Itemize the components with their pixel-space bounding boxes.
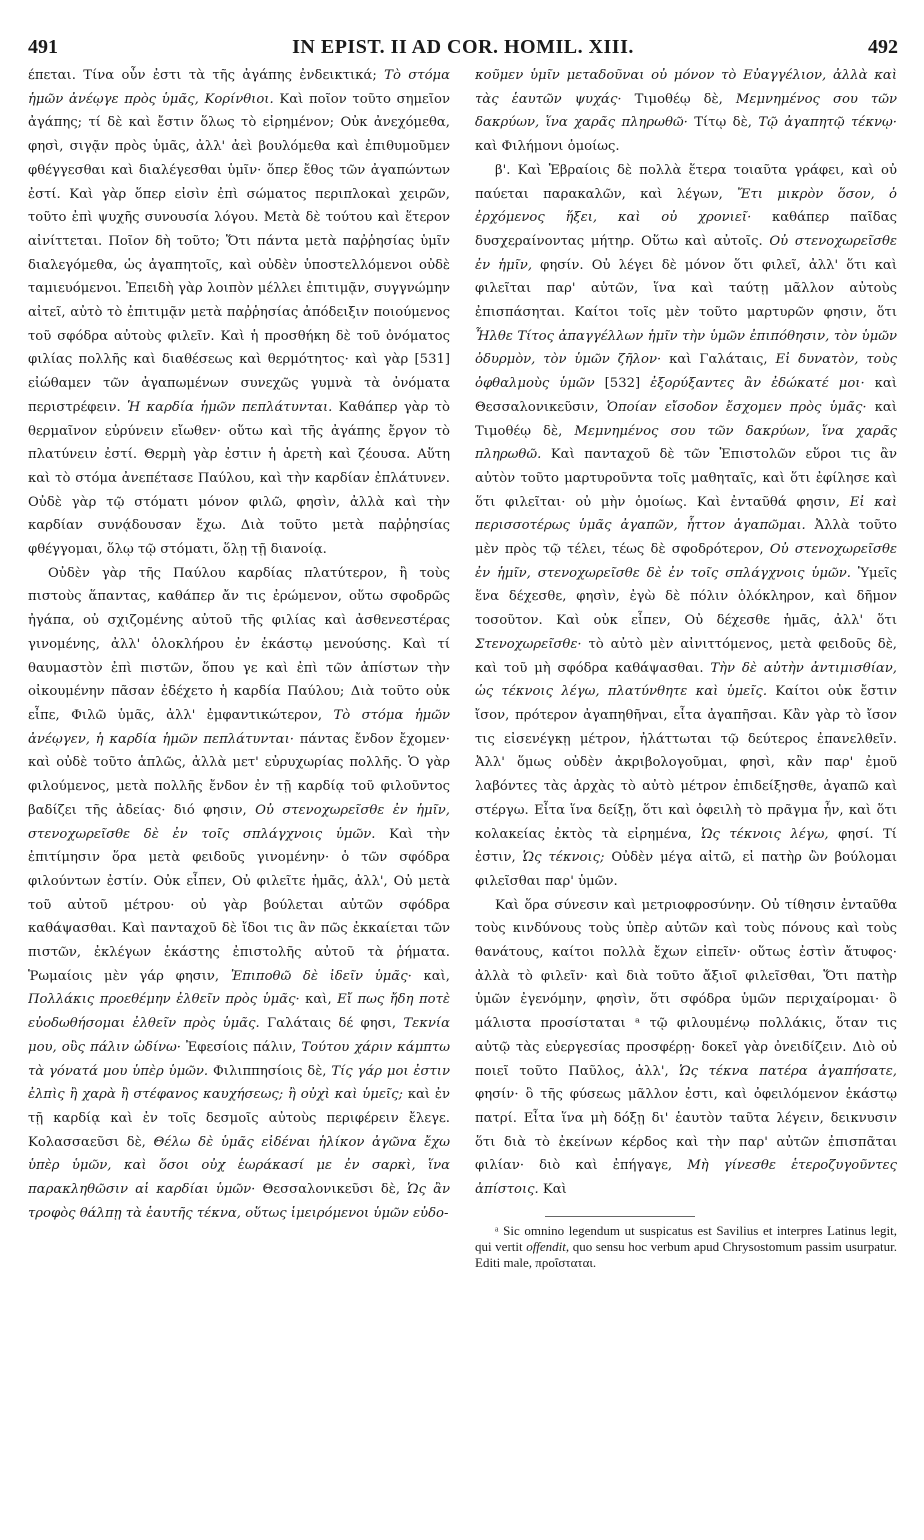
italic-quotation: ἐξορύξαντες ἂν ἐδώκατέ μοι· — [650, 376, 865, 392]
paragraph — [28, 64, 450, 562]
text-run: Καίτοι οὐκ ἔστιν ἴσον, πρότερον ἀγαπηθῆναι, εἶτα ἀγαπῆσαι. Κἂν γὰρ τὸ ἴσον τις εἰσενέγκῃ μέτρον, ἠλάττωται τῷ δεύτερος ἐπανελθεῖν. Ἀλλ' ὅμως οὐδὲν ἀκριβολογοῦμαι, φησὶ, κἂν παρ' ἐμοῦ λαβόντες τὰς ἀρχὰς τὸ αὐτὸ μέτρον ἐπιδείξησθε, ἀγαπῶ καὶ στέργω. Εἶτα ἵνα δείξῃ, ὅτι καὶ ὀφειλὴ τὸ πρᾶγμα ἦν, καὶ ὅτι κολακείας ἐκτὸς τὰ εἰρημένα, — [475, 684, 897, 842]
italic-quotation: Ἐπιποθῶ δὲ ἰδεῖν ὑμᾶς· — [230, 968, 412, 984]
italic-quotation: Ἡ καρδία ἡμῶν πεπλάτυνται. — [127, 399, 333, 415]
italic-quotation: Ὡς ἂν τροφὸς θάλπῃ τὰ ἑαυτῆς τέκνα, οὕτως ἱμειρόμενοι ὑμῶν εὐδο- — [28, 1182, 450, 1221]
italic-quotation: Μεμνημένος σου τῶν δακρύων, ἵνα χαρᾶς πληρωθῶ· — [475, 91, 897, 131]
text-run: Τίτῳ δὲ, — [687, 115, 759, 131]
text-run: Οὐδὲν γὰρ τῆς Παύλου καρδίας πλατύτερον, ἢ τοὺς πιστοὺς ἅπαντας, καθάπερ ἄν τις ἐρώμενον, οὕτω σφοδρῶς ἠγάπα, οὐ σχιζομένης αὐτοῦ τῆς φιλίας καὶ ἀσθενεστέρας γινομένης, ἀλλ' ὁλοκλήρου ἐν ἑκάστῳ μενούσης. Καὶ τί θαυμαστὸν ἐπὶ πιστῶν, ὅπου γε καὶ ἐπὶ τῶν ἀπίστων τὴν οἰκουμένην πᾶσαν ἐδέχετο ἡ καρδία Παύλου; Διὰ τοῦτο οὐκ εἶπε, Φιλῶ ὑμᾶς, ἀλλ' ἐμφαντικώτερον, — [28, 565, 450, 723]
text-run: Θεσσαλονικεῦσι δὲ, — [255, 1182, 408, 1198]
italic-quotation: Τὸ στόμα ἡμῶν ἀνέῳγεν, ἡ καρδία ἡμῶν πεπλάτυνται· — [28, 707, 450, 747]
text-run: Τιμοθέῳ δὲ, — [621, 91, 736, 107]
right-text-column — [475, 64, 897, 1534]
text-run: Ἀλλὰ τοῦτο μὲν πρὸς τῷ τέλει, τέως δὲ σφοδρότερον, — [475, 518, 897, 558]
text-run: [532] — [594, 376, 651, 392]
page-number-left: 491 — [28, 36, 58, 58]
italic-quotation: Τεκνία μου, οὓς πάλιν ὠδίνω· — [28, 1016, 450, 1055]
italic-quotation: κοῦμεν ὑμῖν μεταδοῦναι οὐ μόνον τὸ Εὐαγγέλιον, ἀλλὰ καὶ τὰς ἑαυτῶν ψυχάς· — [475, 68, 897, 107]
footnote-rule — [545, 1216, 695, 1217]
italic-quotation: Τὴν δὲ αὐτὴν ἀντιμισθίαν, ὡς τέκνοις λέγω, πλατύνθητε καὶ ὑμεῖς. — [475, 660, 897, 700]
running-head — [28, 36, 898, 64]
italic-quotation: Ὡς τέκνοις λέγω, — [701, 826, 829, 842]
paragraph — [475, 894, 897, 1202]
italic-quotation: Θέλω δὲ ὑμᾶς εἰδέναι ἡλίκον ἀγῶνα ἔχω ὑπὲρ ὑμῶν, καὶ ὅσοι οὐχ ἑωράκασί με ἐν σαρκὶ, ἵνα παρακληθῶσιν αἱ καρδίαι ὑμῶν· — [28, 1134, 450, 1198]
text-run: quo sensu hoc verbum apud Chrysostomum passim usurpatur. Editi male, προΐσταται. — [475, 1238, 897, 1270]
text-run: τὸ αὐτὸ μὲν αἰνιττόμενος, μετὰ φειδοῦς δὲ, καὶ τοῦ μὴ σφόδρα καθάψασθαι. — [475, 636, 897, 676]
text-run: φησίν· ὃ τῆς φύσεως μᾶλλον ἐστι, καὶ ὀφειλόμενον ἑκάστῳ πατρί. Εἶτα ἵνα μὴ δόξῃ δι' ἑαυτὸν ταῦτα λέγειν, δεικνυσιν ὅτι διὰ τὸ ἐκείνων κέρδος καὶ τὴν παρ' αὐτῶν ἐπισπᾶται φιλίαν· διὸ καὶ ἐπήγαγε, — [475, 1087, 897, 1174]
text-run: καθάπερ παῖδας δυσχεραίνοντας μήτηρ. Οὕτω καὶ αὐτοῖς. — [475, 210, 897, 249]
footnote — [475, 1223, 897, 1271]
italic-quotation: Ὡς τέκνοις; — [522, 850, 605, 866]
text-run: Οὐδὲν μέγα αἰτῶ, εἰ πατὴρ ὢν βούλομαι φιλεῖσθαι παρ' ὑμῶν. — [475, 850, 897, 889]
text-run: πάντας ἔνδον ἔχομεν· καὶ οὐδὲ τοῦτο ἁπλῶς, ἀλλὰ μετ' εὐρυχωρίας πολλῆς. Ὁ γὰρ φιλούμενος, μετὰ πολλῆς ἔνδον ἐν τῇ καρδίᾳ τοῦ φιλοῦντος βαδίζει τῆς ἀδείας· διό φησιν, — [28, 731, 450, 818]
text-run: καὶ, — [299, 992, 338, 1008]
italic-quotation: Τὸ στόμα ἡμῶν ἀνέῳγε πρὸς ὑμᾶς, Κορίνθιοι. — [28, 68, 450, 107]
italic-quotation: Μὴ γίνεσθε ἑτεροζυγοῦντες ἀπίστοις. — [475, 1158, 897, 1198]
italic-quotation: Τούτου χάριν κάμπτω τὰ γόνατά μου ὑπὲρ ὑμῶν. — [28, 1039, 450, 1079]
italic-quotation: Πολλάκις προεθέμην ἐλθεῖν πρὸς ὑμᾶς· — [28, 992, 300, 1008]
italic-quotation: Οὐ στενοχωρεῖσθε ἐν ἡμῖν, στενοχωρεῖσθε δὲ ἐν τοῖς σπλάγχνοις ὑμῶν. — [475, 542, 897, 581]
italic-quotation: Τῷ ἀγαπητῷ τέκνῳ· — [758, 115, 897, 131]
left-text-column — [28, 64, 450, 1534]
text-run: Καὶ ὅρα σύνεσιν καὶ μετριοφροσύνην. Οὐ τίθησιν ἐνταῦθα τοὺς κινδύνους τοὺς ὑπὲρ αὐτῶν καὶ τοὺς πόνους καὶ τοὺς θανάτους, καίτοι πολλὰ ἔχων εἰπεῖν· οὕτως ἐστὶν ἄτυφος· ἀλλὰ τὸ φιλεῖν· καὶ διὰ τοῦτο ἄξιοῖ φιλεῖσθαι, Ὅτι πατὴρ ὑμῶν ἐγενόμην, φησὶν, ὅτι σφόδρα ὑμῶν περιχαίρομαι· ὃ μάλιστα προσίσταται ᵃ τῷ φιλουμένῳ πολλάκις, ὅταν τις αὐτῷ τὰς εὐεργεσίας προσφέρῃ· δοκεῖ γὰρ ὀνειδίζειν. Διὸ οὐ ποιεῖ τοῦτο Παῦλος, ἀλλ', — [475, 897, 897, 1079]
text-run: έπεται. Τίνα οὖν ἐστι τὰ τῆς ἀγάπης ἐνδεικτικά; — [28, 68, 385, 83]
italic-quotation: Μεμνημένος σου τῶν δακρύων, ἵνα χαρᾶς πληρωθῶ. — [475, 423, 897, 463]
italic-quotation: Οὐ στενοχωρεῖσθε ἐν ἡμῖν, — [475, 233, 897, 273]
italic-quotation: Οὐ στενοχωρεῖσθε ἐν ἡμῖν, στενοχωρεῖσθε δὲ ἐν τοῖς σπλάγχνοις ὑμῶν. — [28, 802, 450, 842]
italic-quotation: Ὁποίαν εἴσοδον ἔσχομεν πρὸς ὑμᾶς· — [606, 399, 867, 415]
text-run: Καὶ τὴν ἐπιτίμησιν ὅρα μετὰ φειδοῦς γινομένην· ὁ τῶν σφόδρα φιλούντων ἐστίν. Οὐκ εἶπεν, Οὐ φιλεῖτε ἡμᾶς, ἀλλ', Οὐ μετὰ τοῦ αὐτοῦ μέτρου· οὐ γὰρ βούλεται αὐτῶν σφόδρα καθάψασθαι. Καὶ πανταχοῦ δὲ ἴδοι τις ἂν πῶς ἐκκαίεται τῶν πιστῶν, ἐκλέγων ἑκάστης ἐπιστολῆς αὐτοῦ τὰ ῥήματα. Ῥωμαίοις μὲν γάρ φησιν, — [28, 826, 450, 984]
text-run: β'. Καὶ Ἑβραίοις δὲ πολλὰ ἕτερα τοιαῦτα γράφει, καὶ οὐ παύεται παρακαλῶν, καὶ λέγων, — [475, 162, 897, 202]
italic-quotation: Ἦλθε Τίτος ἀπαγγέλλων ἡμῖν τὴν ὑμῶν ἐπιπόθησιν, τὸν ὑμῶν ὀδυρμὸν, τὸν ὑμῶν ζῆλον· — [475, 328, 897, 368]
paragraph — [475, 159, 897, 894]
italic-quotation: Ὡς τέκνα πατέρα ἀγαπήσατε, — [679, 1063, 897, 1079]
text-run: καὶ Φιλήμονι ὁμοίως. — [475, 139, 620, 155]
italic-quotation: Τίς γάρ μοι ἐστιν ἐλπὶς ἢ χαρὰ ἢ στέφανος καυχήσεως; ἢ οὐχὶ καὶ ὑμεῖς; — [28, 1063, 450, 1103]
text-run: ᵃ Sic omnino legendum ut suspicatus est Savilius et interpres Latinus legit, qui vertit — [475, 1222, 897, 1254]
text-run: Φιλιππησίοις δὲ, — [208, 1063, 332, 1079]
text-run: φησίν. Οὐ λέγει δὲ μόνον ὅτι φιλεῖ, ἀλλ' ὅτι καὶ φιλεῖται παρ' αὐτῶν, ἵνα καὶ ταύτῃ μᾶλλον αὐτοὺς ἐπισπάσηται. Καίτοι τοῖς μὲν τοῦτο μαρτυρῶν φησιν, ὅτι — [475, 257, 897, 321]
text-run: καὶ Γαλάταις, — [661, 352, 776, 368]
text-run: καὶ ἐν τῇ καρδίᾳ καὶ ἐν τοῖς δεσμοῖς αὐτοὺς περιφέρειν ἔλεγε. Κολασσαεῦσι δὲ, — [28, 1087, 450, 1150]
page-number-right: 492 — [868, 36, 898, 58]
italic-quotation: offendit, — [526, 1238, 570, 1254]
italic-quotation: Στενοχωρεῖσθε· — [475, 636, 582, 652]
italic-quotation: Εἰ δυνατὸν, τοὺς ὀφθαλμοὺς ὑμῶν — [475, 352, 897, 392]
text-run: καὶ Τιμοθέῳ δὲ, — [475, 399, 897, 439]
italic-quotation: Εἰ καὶ περισσοτέρως ὑμᾶς ἀγαπῶν, ἧττον ἀγαπῶμαι. — [475, 494, 897, 534]
text-run: καὶ, — [411, 968, 450, 984]
paragraph — [28, 562, 450, 1226]
text-run: Καὶ πανταχοῦ δὲ τῶν Ἐπιστολῶν εὕροι τις ἂν αὐτὸν τοῦτο μαρτυροῦντα τοῖς μαθηταῖς, καὶ ὅτι ἐφίλησε καὶ ὅτι φιλεῖται· οὐ μὴν ὁμοίως. Καὶ ἐνταῦθά φησιν, — [475, 447, 897, 510]
running-title: IN EPIST. II AD COR. HOMIL. XIII. — [292, 36, 634, 58]
italic-quotation: Ἔτι μικρὸν ὅσον, ὁ ἐρχόμενος ἥξει, καὶ οὐ χρονιεῖ· — [475, 186, 897, 226]
text-run: Ἐφεσίοις πάλιν, — [181, 1039, 302, 1055]
paragraph — [475, 64, 897, 159]
text-run: Ὑμεῖς ἕνα δέχεσθε, φησὶν, ἐγὼ δὲ πόλιν ὁλόκληρον, καὶ δῆμον τοσοῦτον. Καὶ οὐκ εἶπεν, Οὐ δέχεσθε ἡμᾶς, ἀλλ' ὅτι — [475, 565, 897, 629]
text-run: Καθάπερ γὰρ τὸ θερμαῖνον εὐρύνειν εἴωθεν· οὕτω καὶ τῆς ἀγάπης ἔργον τὸ πλατύνειν ἐστί. Θερμὴ γὰρ ἐστιν ἡ ἀρετὴ καὶ ζέουσα. Αὕτη καὶ τὸ στόμα ἀνεπέτασε Παύλου, καὶ τὴν καρδίαν ἐπλάτυνεν. Οὐδὲ γὰρ τῷ στόματι μόνον φιλῶ, φησὶν, ἀλλὰ καὶ τὴν καρδίαν συνᾴδουσαν ἔχω. Διὰ τοῦτο μετὰ παῤῥησίας φθέγγομαι, ὅλῳ τῷ στόματι, ὅλῃ τῇ διανοίᾳ. — [28, 399, 450, 558]
italic-quotation: Εἴ πως ἤδη ποτὲ εὐοδωθήσομαι ἐλθεῖν πρὸς ὑμᾶς. — [28, 992, 450, 1032]
text-run: καὶ Θεσσαλονικεῦσιν, — [475, 376, 897, 415]
text-run: Γαλάταις δέ φησι, — [259, 1016, 404, 1032]
text-run: Καὶ — [538, 1182, 567, 1198]
text-run: Καὶ ποῖον τοῦτο σημεῖον ἀγάπης; τί δὲ καὶ ἔστιν ὅλως τὸ εἰρημένον; Οὐκ ἀνεχόμεθα, φησὶ, σιγᾷν πρὸς ὑμᾶς, ἀλλ' ἀεὶ βουλόμεθα καὶ ἐπιθυμοῦμεν φθέγγεσθαι καὶ διαλέγεσθαι ὑμῖν· ὅπερ ἔθος τῶν ἀγαπώντων ἐστί. Καὶ γὰρ ὅπερ εἰσὶν ἐπὶ σώματος περιπλοκαὶ χειρῶν, τοῦτο ἐπὶ ψυχῆς συνουσία λόγου. Μετὰ δὲ τούτου καὶ ἕτερον αἰνίττεται. Ποῖον δὴ τοῦτο; Ὅτι πάντα μετὰ παῤῥησίας ὑμῖν διαλεγόμεθα, ὡς ἀγαπητοῖς, καὶ οὐδὲν ὑποστελλόμενοι οὐδὲ ταμιευόμενοι. Ἐπειδὴ γὰρ λοιπὸν μέλλει ἐπιτιμᾷν, συγγνώμην αἰτεῖ, αὐτὸ τὸ ἐπιτιμᾷν μετὰ παῤῥησίας ἀπόδειξιν ποιούμενος τοῦ σφόδρα αὐτοὺς φιλεῖν. Καὶ ἡ προσθήκη δὲ τοῦ ὀνόματος φιλίας πολλῆς καὶ διαθέσεως καὶ θερμότητος· καὶ γὰρ [531] εἰώθαμεν τῶν ἀγαπωμένων συνεχῶς γυμνὰ τὰ ὀνόματα περιστρέφειν. — [28, 91, 450, 415]
text-run: φησί. Τί ἐστιν, — [475, 826, 897, 866]
